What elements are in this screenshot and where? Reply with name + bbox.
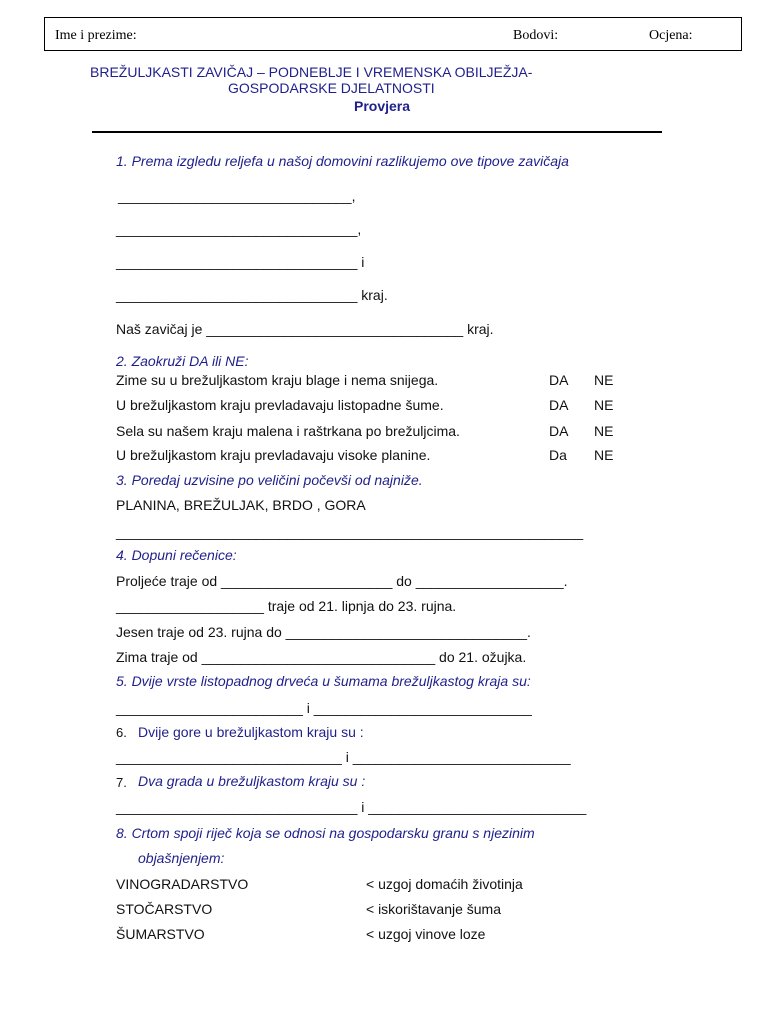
q3-prompt: 3. Poredaj uzvisine po veličini počevši od najniže.	[116, 472, 423, 488]
q2-no-option[interactable]: NE	[594, 447, 614, 463]
q8-term[interactable]: STOČARSTVO	[116, 901, 213, 917]
q1-answer-line[interactable]: _______________________________ i	[116, 254, 365, 270]
name-label: Ime i prezime:	[55, 28, 137, 43]
q6-prompt: Dvije gore u brežuljkastom kraju su :	[138, 724, 364, 740]
q2-yes-option[interactable]: DA	[549, 423, 569, 439]
points-label: Bodovi:	[513, 28, 559, 43]
q4-sentence[interactable]: Jesen traje od 23. rujna do _______________________________.	[116, 624, 531, 640]
q8-term[interactable]: ŠUMARSTVO	[116, 926, 205, 942]
q2-yes-option[interactable]: Da	[549, 447, 567, 463]
q1-answer-line[interactable]: ______________________________,	[118, 188, 356, 204]
student-info-box	[44, 17, 742, 51]
q8-definition[interactable]: < iskorištavanje šuma	[366, 901, 502, 917]
q2-no-option[interactable]: NE	[594, 423, 614, 439]
title-divider	[92, 131, 662, 133]
q6-answer-line[interactable]: _____________________________ i ____________________________	[116, 749, 571, 765]
q1-home-region-line[interactable]: Naš zavičaj je _________________________________ kraj.	[116, 321, 494, 337]
q3-word-list: PLANINA, BREŽULJAK, BRDO , GORA	[116, 497, 366, 513]
page-subtitle: Provjera	[354, 98, 411, 114]
q4-sentence[interactable]: Zima traje od ______________________________ do 21. ožujka.	[116, 649, 527, 665]
q2-statement: U brežuljkastom kraju prevladavaju listopadne šume.	[116, 397, 444, 413]
q4-sentence[interactable]: ___________________ traje od 21. lipnja do 23. rujna.	[116, 598, 457, 614]
q2-no-option[interactable]: NE	[594, 372, 614, 388]
title-line-2: GOSPODARSKE DJELATNOSTI	[228, 80, 435, 96]
grade-label: Ocjena:	[649, 28, 693, 43]
q8-definition[interactable]: < uzgoj vinove loze	[366, 926, 486, 942]
q4-sentence[interactable]: Proljeće traje od ______________________ do ___________________.	[116, 573, 568, 589]
q7-prompt: Dva grada u brežuljkastom kraju su :	[138, 773, 366, 789]
q3-answer-line[interactable]: ____________________________________________________________	[116, 524, 584, 540]
q2-no-option[interactable]: NE	[594, 397, 614, 413]
q1-answer-line[interactable]: _______________________________ kraj.	[116, 287, 388, 303]
q7-number: 7.	[116, 775, 127, 790]
q2-statement: U brežuljkastom kraju prevladavaju visoke planine.	[116, 447, 431, 463]
q5-answer-line[interactable]: ________________________ i ____________________________	[116, 700, 532, 716]
q2-yes-option[interactable]: DA	[549, 397, 569, 413]
q8-prompt-line-1: 8. Crtom spoji riječ koja se odnosi na gospodarsku granu s njezinim	[116, 825, 535, 841]
q8-term[interactable]: VINOGRADARSTVO	[116, 876, 249, 892]
q2-prompt: 2. Zaokruži DA ili NE:	[116, 353, 249, 369]
q5-prompt: 5. Dvije vrste listopadnog drveća u šumama brežuljkastog kraja su:	[116, 673, 531, 689]
q1-answer-line[interactable]: _______________________________,	[116, 221, 362, 237]
q2-statement: Zime su u brežuljkastom kraju blage i nema snijega.	[116, 372, 439, 388]
q1-prompt: 1. Prema izgledu reljefa u našoj domovini razlikujemo ove tipove zavičaja	[116, 153, 569, 169]
q8-prompt-line-2: objašnjenjem:	[138, 850, 225, 866]
q6-number: 6.	[116, 725, 127, 740]
q7-answer-line[interactable]: _______________________________ i ____________________________	[116, 799, 587, 815]
q2-yes-option[interactable]: DA	[549, 372, 569, 388]
q2-statement: Sela su našem kraju malena i raštrkana po brežuljcima.	[116, 423, 460, 439]
q4-prompt: 4. Dopuni rečenice:	[116, 547, 237, 563]
title-line-1: BREŽULJKASTI ZAVIČAJ – PODNEBLJE I VREMENSKA OBILJEŽJA-	[90, 64, 533, 80]
q8-definition[interactable]: < uzgoj domaćih životinja	[366, 876, 523, 892]
